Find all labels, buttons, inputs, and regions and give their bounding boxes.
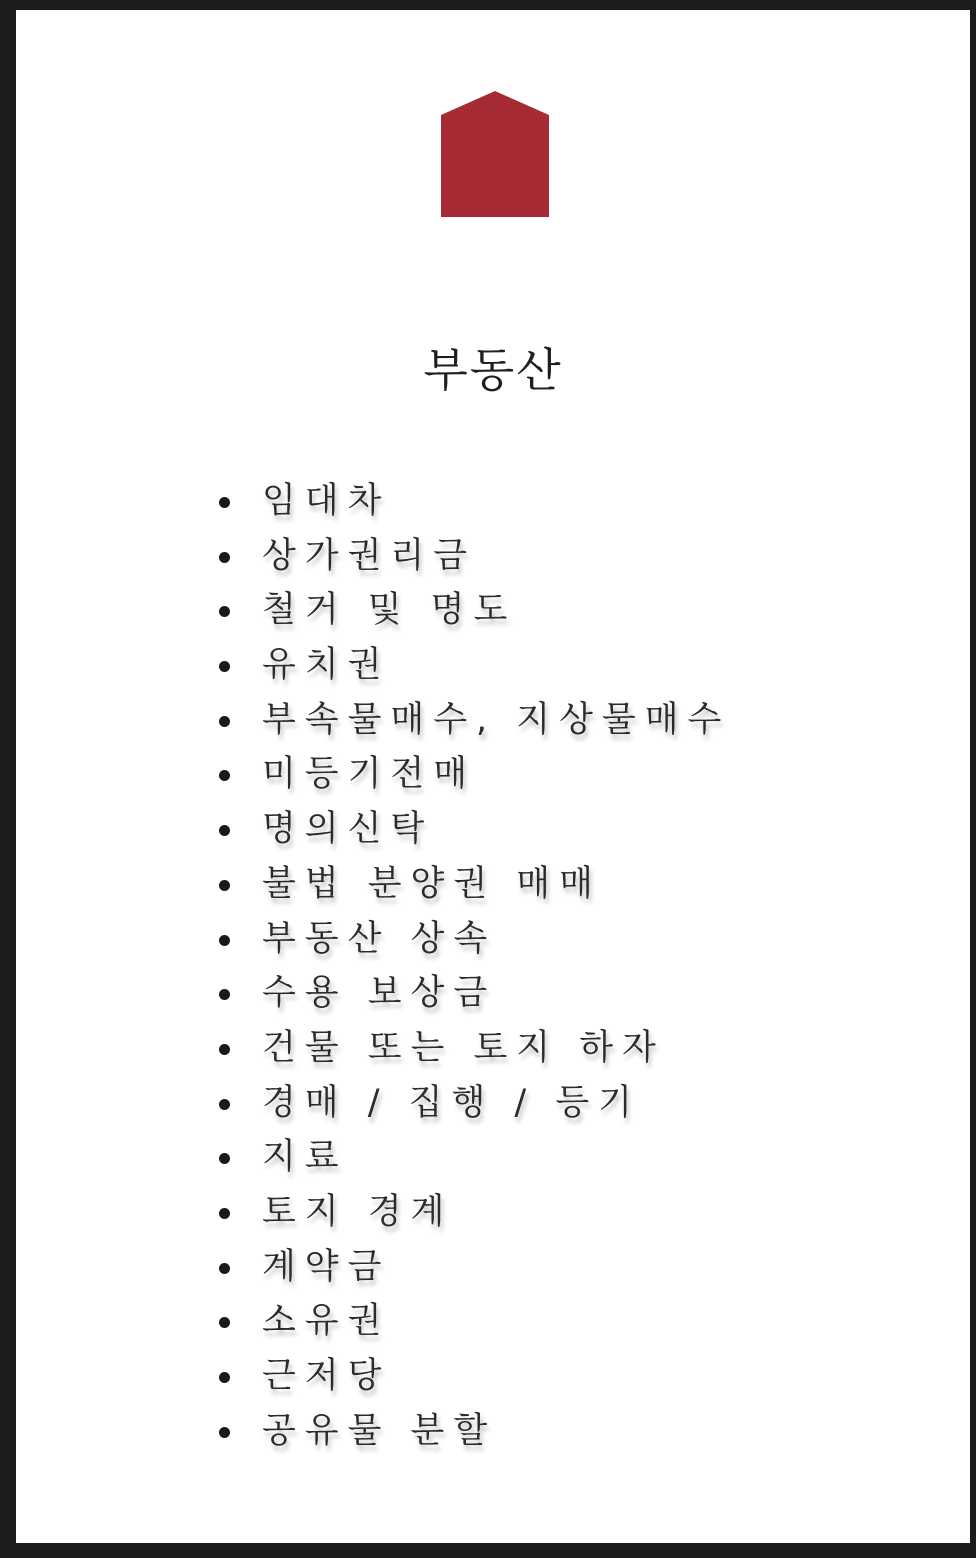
list-item-label: 경매 / 집행 / 등기 bbox=[262, 1082, 641, 1123]
list-item-label: 수용 보상금 bbox=[262, 973, 497, 1014]
bullet-icon bbox=[219, 825, 230, 836]
list-item-label: 불법 분양권 매매 bbox=[262, 863, 602, 904]
list-item[interactable] bbox=[212, 638, 730, 693]
bullet-icon bbox=[219, 989, 230, 1000]
list-item[interactable] bbox=[212, 912, 730, 967]
list-item-label: 계약금 bbox=[262, 1246, 391, 1287]
list-item-label: 철거 및 명도 bbox=[262, 590, 517, 631]
bullet-icon bbox=[219, 770, 230, 781]
list-item[interactable] bbox=[212, 529, 730, 584]
bullet-icon bbox=[219, 1263, 230, 1274]
list-item[interactable] bbox=[212, 1294, 730, 1349]
list-item-label: 미등기전매 bbox=[262, 754, 477, 795]
bullet-icon bbox=[219, 1153, 230, 1164]
list-item-label: 명의신탁 bbox=[262, 809, 434, 850]
list-item-label: 지료 bbox=[262, 1137, 348, 1178]
bullet-icon bbox=[219, 1372, 230, 1383]
list-item[interactable] bbox=[212, 747, 730, 802]
list-item-label: 부동산 상속 bbox=[262, 918, 497, 959]
bullet-icon bbox=[219, 1044, 230, 1055]
bullet-icon bbox=[219, 716, 230, 727]
category-list bbox=[212, 474, 730, 1458]
list-item[interactable] bbox=[212, 474, 730, 529]
house-icon bbox=[441, 91, 549, 217]
list-item[interactable] bbox=[212, 857, 730, 912]
content-card bbox=[16, 10, 970, 1543]
list-item-label: 공유물 분할 bbox=[262, 1410, 497, 1451]
bullet-icon bbox=[219, 935, 230, 946]
list-item-label: 토지 경계 bbox=[262, 1191, 454, 1232]
list-item-label: 건물 또는 토지 하자 bbox=[262, 1027, 665, 1068]
list-item-label: 부속물매수, 지상물매수 bbox=[262, 699, 731, 740]
bullet-icon bbox=[219, 1427, 230, 1438]
bullet-icon bbox=[219, 880, 230, 891]
list-item[interactable] bbox=[212, 1130, 730, 1185]
bullet-icon bbox=[219, 606, 230, 617]
list-item[interactable] bbox=[212, 693, 730, 748]
list-item[interactable] bbox=[212, 1404, 730, 1459]
bullet-icon bbox=[219, 497, 230, 508]
list-item[interactable] bbox=[212, 1240, 730, 1295]
list-item-label: 상가권리금 bbox=[262, 535, 477, 576]
list-item[interactable] bbox=[212, 583, 730, 638]
list-item[interactable] bbox=[212, 802, 730, 857]
list-item-label: 유치권 bbox=[262, 645, 391, 686]
list-item[interactable] bbox=[212, 1349, 730, 1404]
bullet-icon bbox=[219, 1099, 230, 1110]
list-item[interactable] bbox=[212, 1185, 730, 1240]
bullet-icon bbox=[219, 552, 230, 563]
list-item[interactable] bbox=[212, 966, 730, 1021]
list-item-label: 소유권 bbox=[262, 1301, 391, 1342]
bullet-icon bbox=[219, 1317, 230, 1328]
bullet-icon bbox=[219, 661, 230, 672]
list-item[interactable] bbox=[212, 1021, 730, 1076]
list-item-label: 근저당 bbox=[262, 1356, 391, 1396]
list-item-label: 임대차 bbox=[262, 481, 391, 521]
bullet-icon bbox=[219, 1208, 230, 1219]
list-item[interactable] bbox=[212, 1076, 730, 1131]
page-title: 부동산 bbox=[423, 343, 563, 397]
